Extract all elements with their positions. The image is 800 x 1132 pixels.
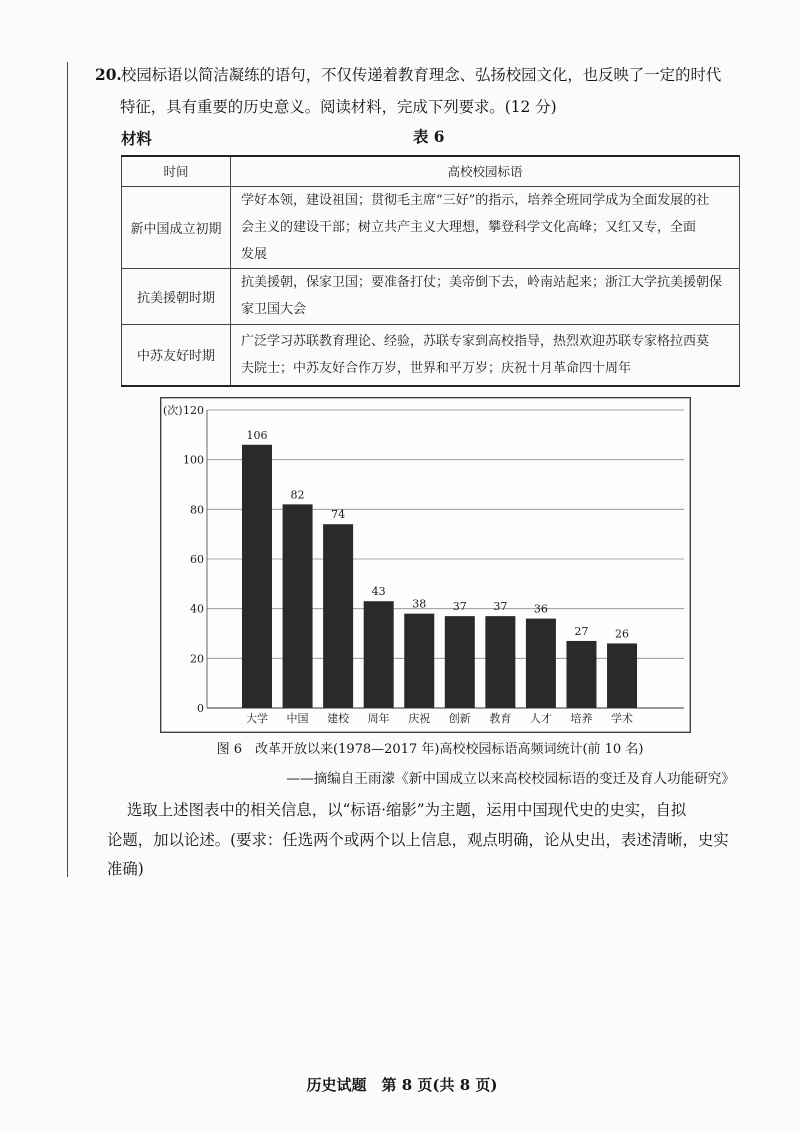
bar-chart (160, 397, 691, 733)
table-row (122, 186, 740, 268)
category-label: 培养 (570, 712, 593, 725)
y-axis-label: (次) (163, 404, 183, 417)
chart-bar-7 (485, 616, 515, 708)
chart-bar-8 (526, 619, 556, 708)
bar-value-label: 27 (574, 624, 589, 638)
chart-bar-1 (242, 445, 272, 708)
category-label: 教育 (489, 712, 512, 725)
y-tick-label: 80 (190, 503, 204, 517)
bar-value-label: 36 (533, 602, 548, 616)
y-tick-label: 20 (190, 652, 204, 666)
margin-rule (67, 62, 68, 877)
bar-value-label: 37 (493, 600, 508, 614)
requirement-line-3: 准确) (107, 860, 144, 878)
chart-bar-5 (404, 614, 434, 708)
period-cell: 抗美援朝时期 (122, 268, 231, 324)
figure-source: ——摘编自王雨濛《新中国成立以来高校校园标语的变迁及育人功能研究》 (286, 771, 735, 787)
material-label: 材料 (121, 130, 152, 148)
table-header-slogans: 高校校园标语 (231, 156, 740, 186)
slogan-line: 夫院士；中苏友好合作万岁，世界和平万岁；庆祝十月革命四十周年 (241, 360, 632, 376)
bar-value-label: 38 (412, 597, 427, 611)
slogan-table (121, 155, 740, 387)
slogans-cell (231, 268, 740, 324)
table-row (122, 324, 740, 386)
slogan-line: 发展 (241, 246, 268, 262)
table-header-row (122, 156, 740, 186)
bar-value-label: 37 (452, 600, 467, 614)
chart-bar-4 (364, 601, 394, 708)
table-header-time: 时间 (122, 156, 231, 186)
chart-bar-10 (607, 643, 637, 708)
question-number: 20. (95, 66, 122, 84)
category-label: 建校 (327, 712, 350, 725)
y-tick-label: 0 (197, 702, 204, 715)
slogans-cell (231, 186, 740, 268)
bar-value-label: 74 (331, 508, 346, 522)
y-tick-label: 100 (183, 453, 204, 467)
chart-bar-9 (566, 641, 596, 708)
bar-value-label: 43 (371, 585, 386, 599)
bar-value-label: 82 (290, 488, 305, 502)
table-title: 表 6 (413, 128, 445, 146)
slogan-line: 家卫国大会 (241, 302, 307, 317)
chart-bar-6 (445, 616, 475, 708)
bar-value-label: 106 (246, 428, 268, 442)
y-tick-label: 40 (190, 602, 204, 616)
table-row (122, 268, 740, 324)
y-tick-label: 120 (183, 404, 204, 417)
category-label: 中国 (286, 712, 309, 725)
slogan-line: 学好本领，建设祖国；贯彻毛主席“三好”的指示，培养全班同学成为全面发展的社 (241, 192, 710, 208)
slogan-line: 会主义的建设干部；树立共产主义大理想，攀登科学文化高峰；又红又专，全面 (241, 219, 697, 235)
requirement-line-2: 论题，加以论述。(要求：任选两个或两个以上信息，观点明确，论从史出，表述清晰，史实 (107, 831, 729, 849)
category-label: 庆祝 (408, 712, 431, 725)
category-label: 创新 (448, 712, 471, 725)
category-label: 人才 (529, 712, 552, 725)
question-stem-line-2: 特征，具有重要的历史意义。阅读材料，完成下列要求。(12 分) (120, 98, 557, 116)
chart-bar-3 (323, 524, 353, 708)
slogans-cell (231, 324, 740, 386)
figure-caption: 图 6 改革开放以来(1978—2017 年)高校校园标语高频词统计(前 10 名) (216, 742, 644, 757)
bar-value-label: 26 (615, 627, 630, 641)
slogan-line: 广泛学习苏联教育理论、经验，苏联专家到高校指导，热烈欢迎苏联专家格拉西莫 (241, 333, 710, 349)
y-tick-label: 60 (190, 553, 204, 566)
period-cell: 中苏友好时期 (122, 324, 231, 386)
period-cell: 新中国成立初期 (122, 186, 231, 268)
question-stem-line-1: 校园标语以简洁凝练的语句，不仅传递着教育理念、弘扬校园文化，也反映了一定的时代 (121, 66, 722, 84)
page-footer: 历史试题 第 8 页(共 8 页) (306, 1076, 498, 1094)
category-label: 大学 (246, 712, 268, 725)
chart-bar-2 (283, 504, 313, 708)
category-label: 周年 (367, 712, 390, 725)
slogan-line: 抗美援朝，保家卫国；要准备打仗；美帝倒下去，岭南站起来；浙江大学抗美援朝保 (241, 275, 723, 290)
category-label: 学术 (611, 712, 634, 725)
bar-chart-svg (160, 397, 691, 733)
requirement-line-1: 选取上述图表中的相关信息，以“标语·缩影”为主题，运用中国现代史的史实，自拟 (127, 801, 687, 819)
